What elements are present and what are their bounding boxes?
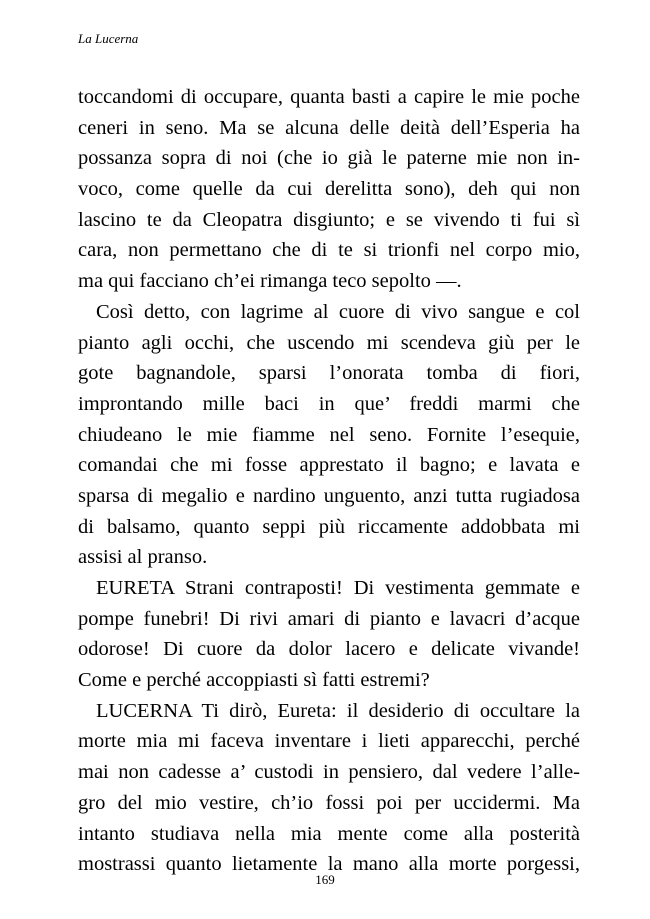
- text-line: gote bagnandole, sparsi l’onorata tomba di fiori,: [78, 362, 580, 385]
- text-line: improntando mille baci in que’ freddi marmi che: [78, 392, 580, 415]
- text-line: intanto studiava nella mia mente come alla posterità: [78, 822, 580, 845]
- body-text: [78, 82, 580, 880]
- text-line: ceneri in seno. Ma se alcuna delle deità dell’Esperia ha: [78, 116, 580, 139]
- paragraph-first-line: Così detto, con lagrime al cuore di vivo sangue e col: [96, 300, 580, 323]
- text-line: cara, non permettano che di te si trionfi nel corpo mio,: [78, 239, 580, 262]
- text-line: mai non cadesse a’ custodi in pensiero, dal vedere l’alle-: [78, 761, 580, 784]
- text-line: sparsa di megalio e nardino unguento, anzi tutta rugiadosa: [78, 484, 580, 507]
- text-line: toccandomi di occupare, quanta basti a capire le mie poche: [78, 86, 580, 108]
- text-line: voco, come quelle da cui derelitta sono), deh qui non: [78, 178, 580, 201]
- text-line: mostrassi quanto lietamente la mano alla morte porgessi,: [78, 853, 580, 876]
- paragraph-first-line: EURETA Strani contraposti! Di vestimenta gemmate e: [96, 577, 580, 599]
- page-number: 169: [315, 872, 335, 887]
- text-line: lascino te da Cleopatra disgiunto; e se vivendo ti fui sì: [78, 208, 580, 231]
- text-line: odorose! Di cuore da dolor lacero e delicate vivande!: [78, 638, 580, 661]
- text-line: gro del mio vestire, ch’io fossi poi per uccidermi. Ma: [78, 791, 580, 814]
- text-line: pompe funebri! Di rivi amari di pianto e lavacri d’acque: [78, 607, 580, 630]
- text-line: chiudeano le mie fiamme nel seno. Fornite l’esequie,: [78, 423, 580, 446]
- text-line: ma qui facciano ch’ei rimanga teco sepolto —.: [78, 270, 462, 293]
- running-head: La Lucerna: [78, 31, 139, 46]
- text-line: morte mia mi faceva inventare i lieti apparecchi, perché: [78, 730, 580, 753]
- text-line: assisi al pranso.: [78, 546, 208, 569]
- text-line: comandai che mi fosse apprestato il bagno; e lavata e: [78, 454, 580, 477]
- paragraph-first-line: LUCERNA Ti dirò, Eureta: il desiderio di occultare la: [96, 699, 580, 722]
- text-line: possanza sopra di noi (che io già le paterne mie non in-: [78, 147, 580, 170]
- text-line: Come e perché accoppiasti sì fatti estremi?: [78, 669, 430, 692]
- text-line: pianto agli occhi, che uscendo mi scendeva giù per le: [78, 331, 580, 354]
- text-line: di balsamo, quanto seppi più riccamente addobbata mi: [78, 515, 580, 538]
